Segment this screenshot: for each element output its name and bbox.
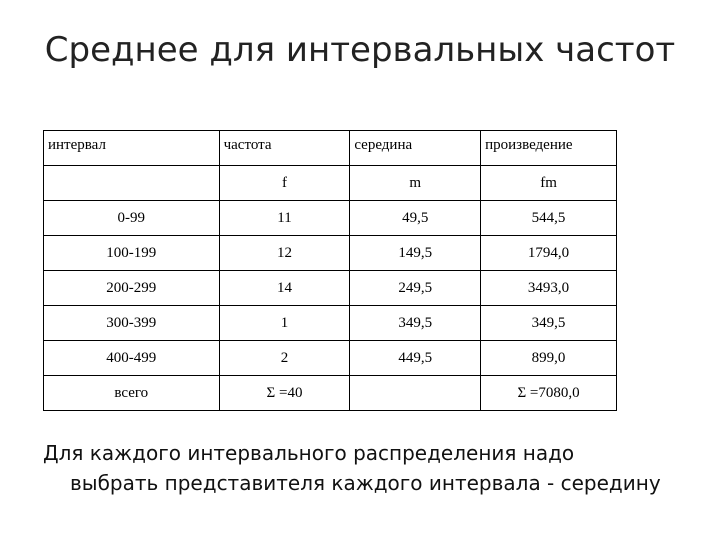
table-row [44,306,617,341]
cell-midpoint: 349,5 [350,306,481,341]
cell-frequency: 11 [219,201,350,236]
cell-frequency: 14 [219,271,350,306]
caption-line-1: Для каждого интервального распределения надо [43,441,575,465]
table-row [44,236,617,271]
header-product: произведение [481,131,617,166]
table-row [44,341,617,376]
cell-midpoint: 249,5 [350,271,481,306]
slide-title: Среднее для интервальных частот [44,30,676,70]
unit-frequency: f [219,166,350,201]
table-units-row [44,166,617,201]
cell-interval: 100-199 [44,236,220,271]
cell-midpoint: 149,5 [350,236,481,271]
unit-product: fm [481,166,617,201]
cell-midpoint: 449,5 [350,341,481,376]
cell-product: 544,5 [481,201,617,236]
unit-midpoint: m [350,166,481,201]
table-row [44,201,617,236]
cell-interval: 0-99 [44,201,220,236]
cell-interval: 200-299 [44,271,220,306]
cell-product: 1794,0 [481,236,617,271]
table-row [44,271,617,306]
slide-caption [43,438,703,498]
cell-interval: 300-399 [44,306,220,341]
total-frequency: Σ =40 [219,376,350,411]
cell-frequency: 2 [219,341,350,376]
table-total-row [44,376,617,411]
cell-frequency: 1 [219,306,350,341]
cell-product: 899,0 [481,341,617,376]
frequency-table [43,130,617,411]
cell-product: 3493,0 [481,271,617,306]
total-label: всего [44,376,220,411]
total-midpoint [350,376,481,411]
header-midpoint: середина [350,131,481,166]
cell-interval: 400-499 [44,341,220,376]
cell-midpoint: 49,5 [350,201,481,236]
table-header-row [44,131,617,166]
header-frequency: частота [219,131,350,166]
header-interval: интервал [44,131,220,166]
cell-frequency: 12 [219,236,350,271]
unit-interval [44,166,220,201]
cell-product: 349,5 [481,306,617,341]
caption-line-2: выбрать представителя каждого интервала - середину [70,471,661,495]
total-product: Σ =7080,0 [481,376,617,411]
